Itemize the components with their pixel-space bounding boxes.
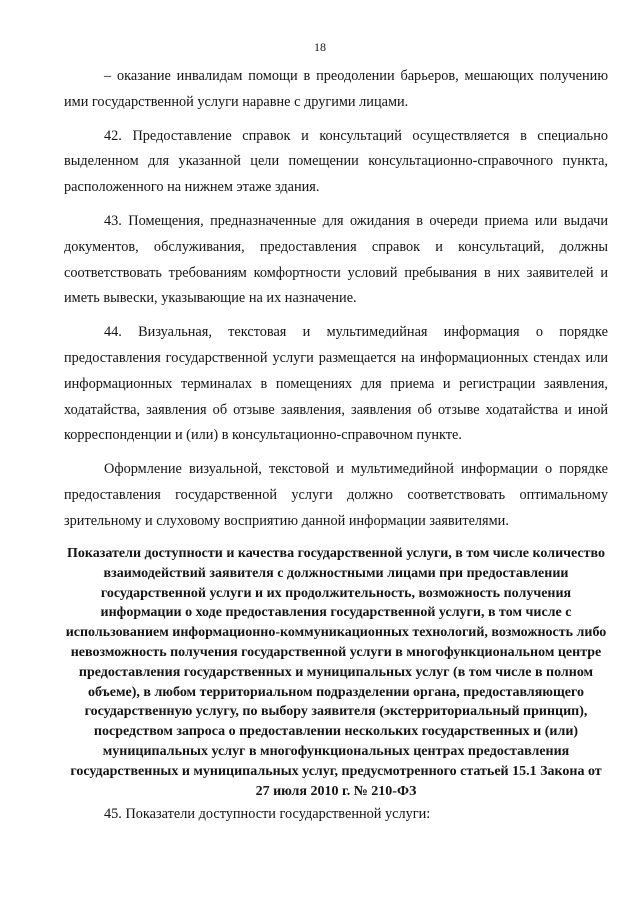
paragraph-disability-assistance: – оказание инвалидам помощи в преодолении барьеров, мешающих получению ими государственной услуги наравне с другими лицами. — [64, 68, 608, 110]
paragraph-45: 45. Показатели доступности государственной услуги: — [104, 806, 431, 822]
paragraph-44: 44. Визуальная, текстовая и мультимедийная информация о порядке предоставления государственной услуги размещается на информационных стендах или информационных терминалах в помещениях для приема и регистрации заявления, ходатайства, заявления об отзыве заявления, заявления об отзыве ходатайства и иной корреспонденции и (или) в консультационно-справочном пункте. — [64, 324, 608, 444]
page-number: 18 — [314, 40, 326, 54]
paragraph-43: 43. Помещения, предназначенные для ожидания в очереди приема или выдачи документов, обслуживания, предоставления справок и консультаций, должны соответствовать требованиям комфортности условий пребывания в них заявителей и иметь вывески, указывающие на их назначение. — [64, 212, 608, 307]
document-body — [64, 64, 608, 535]
paragraph-42: 42. Предоставление справок и консультаций осуществляется в специально выделенном для указанной цели помещении консультационно-справочного пункта, расположенного на нижнем этаже здания. — [64, 127, 608, 196]
section-heading: Показатели доступности и качества государственной услуги, в том числе количество взаимодействий заявителя с должностными лицами при предоставлении государственной услуги и их продолжительность, возможность получения информации о ходе предоставления государственной услуги, в том числе с использованием информационно-коммуникационных технологий, возможность либо невозможность получения государственной услуги в многофункциональном центре предоставления государственных и муниципальных услуг (в том числе в полном объеме), в любом территориальном подразделении органа, предоставляющего государственную услугу, по выбору заявителя (экстерриториальный принцип), посредством запроса о предоставлении нескольких государственных и (или) муниципальных услуг в многофункциональных центрах предоставления государственных и муниципальных услуг, предусмотренного статьей 15.1 Закона от 27 июля 2010 г. № 210-ФЗ — [65, 546, 607, 799]
paragraph-visual-info: Оформление визуальной, текстовой и мультимедийной информации о порядке предоставления государственной услуги должно соответствовать оптимальному зрительному и слуховому восприятию данной информации заявителями. — [64, 461, 608, 529]
